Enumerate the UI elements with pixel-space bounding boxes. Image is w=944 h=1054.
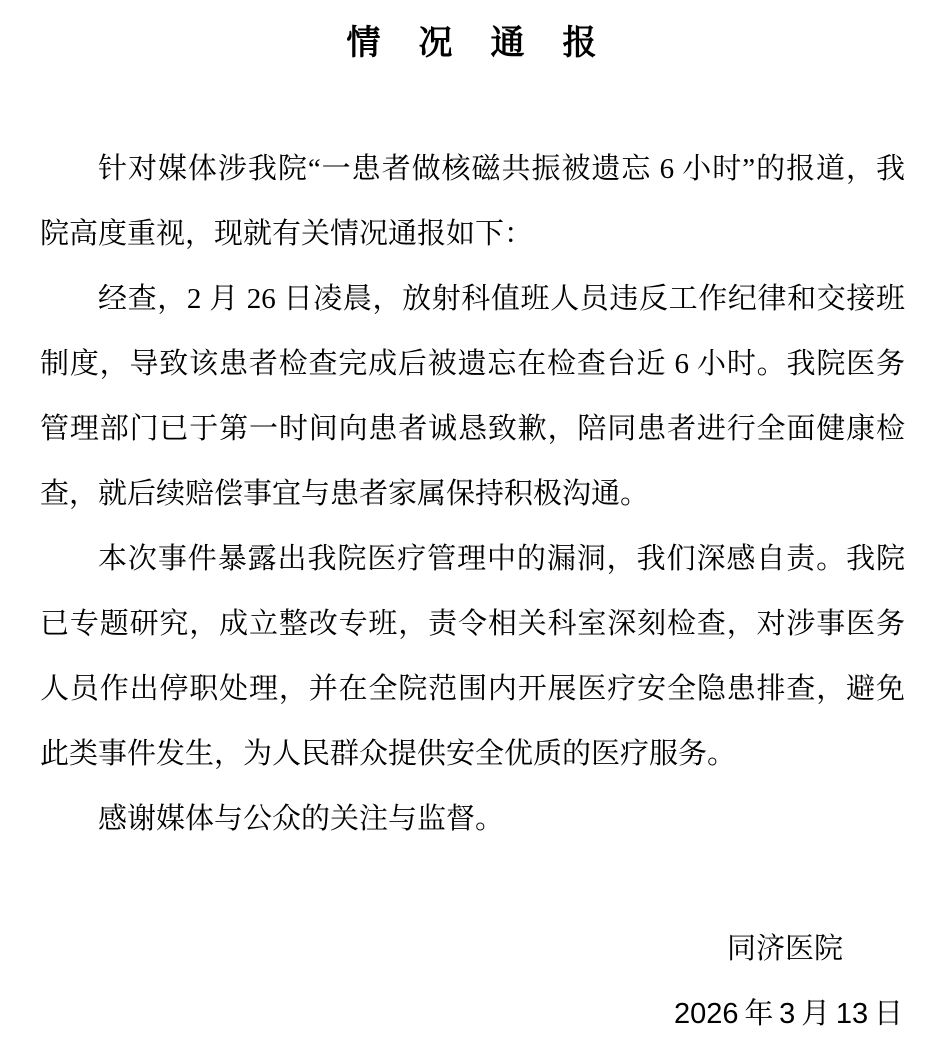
date-month-unit: 月 <box>801 998 831 1030</box>
signature-block <box>40 917 905 1047</box>
signer-name: 同济医院 <box>726 933 843 965</box>
date-day: 13 <box>835 998 869 1030</box>
page-title: 情 况 通 报 <box>346 25 599 62</box>
date-line <box>40 982 905 1047</box>
date-day-unit: 日 <box>873 998 903 1030</box>
paragraph-measures: 本次事件暴露出我院医疗管理中的漏洞，我们深感自责。我院已专题研究，成立整改专班，责令相关科室深刻检查，对涉事医务人员作出停职处理，并在全院范围内开展医疗安全隐患排查，避免此类事件发生，为人民群众提供安全优质的医疗服务。 <box>40 543 905 770</box>
date-year: 2026 <box>674 998 739 1030</box>
paragraph-investigation: 经查，2 月 26 日凌晨，放射科值班人员违反工作纪律和交接班制度，导致该患者检查完成后被遗忘在检查台近 6 小时。我院医务管理部门已于第一时间向患者诚恳致歉，陪同患者进行全面健康检查，就后续赔偿事宜与患者家属保持积极沟通。 <box>40 283 905 510</box>
paragraph-intro: 针对媒体涉我院“一患者做核磁共振被遗忘 6 小时”的报道，我院高度重视，现就有关情况通报如下： <box>40 153 905 250</box>
date-year-unit: 年 <box>744 998 774 1030</box>
paragraph-thanks: 感谢媒体与公众的关注与监督。 <box>98 803 505 835</box>
date-month: 3 <box>779 998 796 1030</box>
